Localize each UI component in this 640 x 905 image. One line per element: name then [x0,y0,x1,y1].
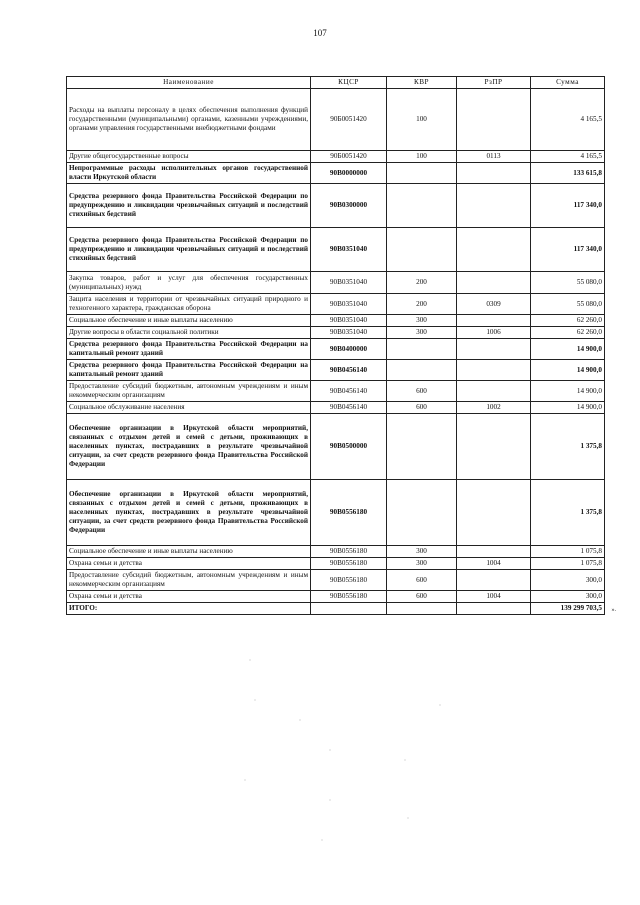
row-sum-cell: 1 375,8 [531,480,605,546]
row-rzpr-cell [457,570,531,591]
table-row [67,163,605,184]
row-sum-cell: 1 375,8 [531,414,605,480]
table-row [67,402,605,414]
row-code-cell: 90В0351040 [311,272,387,294]
row-sum-cell: 62 260,0 [531,327,605,339]
row-rzpr-cell [457,360,531,381]
total-note: ». [611,606,616,613]
total-label: ИТОГО: [67,603,311,615]
row-code-cell: 90В0556180 [311,546,387,558]
header-kcsr: КЦСР [311,77,387,89]
total-rzpr [457,603,531,615]
table-row [67,570,605,591]
row-code-cell: 90В0300000 [311,184,387,228]
row-kvr-cell [387,339,457,360]
row-sum-cell: 4 165,5 [531,89,605,151]
page-number: 107 [313,28,327,38]
total-row [67,603,605,615]
row-kvr-cell [387,184,457,228]
row-sum-cell: 14 900,0 [531,381,605,402]
row-kvr-cell [387,360,457,381]
row-code-cell: 90Б0051420 [311,89,387,151]
row-rzpr-cell: 1004 [457,591,531,603]
row-sum-cell: 14 900,0 [531,402,605,414]
row-rzpr-cell [457,272,531,294]
row-rzpr-cell [457,315,531,327]
table-row [67,381,605,402]
row-kvr-cell: 300 [387,546,457,558]
row-name-cell: Средства резервного фонда Правительства Российской Федерации на капитальный ремонт зданий [67,339,311,360]
row-code-cell: 90В0456140 [311,360,387,381]
row-code-cell: 90В0400000 [311,339,387,360]
row-rzpr-cell [457,480,531,546]
row-sum-cell: 4 165,5 [531,151,605,163]
row-code-cell: 90В0456140 [311,402,387,414]
row-sum-cell: 1 075,8 [531,558,605,570]
row-name-cell: Социальное обеспечение и иные выплаты населению [67,546,311,558]
row-kvr-cell: 600 [387,591,457,603]
row-rzpr-cell [457,184,531,228]
row-code-cell: 90В0556180 [311,480,387,546]
table-row [67,315,605,327]
table-row [67,558,605,570]
row-code-cell: 90В0000000 [311,163,387,184]
row-name-cell: Средства резервного фонда Правительства Российской Федерации на капитальный ремонт зданий [67,360,311,381]
row-kvr-cell: 100 [387,151,457,163]
table-row [67,184,605,228]
row-code-cell: 90В0351040 [311,315,387,327]
table-body [67,89,605,603]
table-row [67,480,605,546]
table-row [67,327,605,339]
row-kvr-cell: 600 [387,570,457,591]
row-rzpr-cell [457,89,531,151]
total-kvr [387,603,457,615]
row-kvr-cell: 300 [387,327,457,339]
row-rzpr-cell [457,228,531,272]
row-name-cell: Охрана семьи и детства [67,591,311,603]
row-code-cell: 90В0351040 [311,327,387,339]
row-name-cell: Непрограммные расходы исполнительных органов государственной власти Иркутской области [67,163,311,184]
row-name-cell: Предоставление субсидий бюджетным, автономным учреждениям и иным некоммерческим организациям [67,570,311,591]
total-sum: 139 299 703,5 [560,604,602,612]
row-kvr-cell: 100 [387,89,457,151]
row-rzpr-cell: 0309 [457,294,531,315]
row-code-cell: 90В0351040 [311,294,387,315]
row-name-cell: Охрана семьи и детства [67,558,311,570]
row-sum-cell: 300,0 [531,570,605,591]
row-code-cell: 90В0556180 [311,558,387,570]
row-name-cell: Другие общегосударственные вопросы [67,151,311,163]
row-kvr-cell: 200 [387,294,457,315]
row-kvr-cell: 300 [387,315,457,327]
row-kvr-cell: 600 [387,381,457,402]
row-name-cell: Социальное обслуживание населения [67,402,311,414]
total-kcsr [311,603,387,615]
budget-table [66,76,616,615]
header-kvr: КВР [387,77,457,89]
table-row [67,339,605,360]
row-name-cell: Средства резервного фонда Правительства Российской Федерации по предупреждению и ликвидации чрезвычайных ситуаций и последствий стихийных бедствий [67,228,311,272]
row-rzpr-cell: 1004 [457,558,531,570]
row-name-cell: Социальное обеспечение и иные выплаты населению [67,315,311,327]
row-code-cell: 90В0351040 [311,228,387,272]
table-row [67,294,605,315]
row-code-cell: 90В0556180 [311,591,387,603]
row-sum-cell: 133 615,8 [531,163,605,184]
header-sum: Сумма [531,77,605,89]
table-row [67,272,605,294]
table-row [67,151,605,163]
header-name: Наименование [67,77,311,89]
row-sum-cell: 1 075,8 [531,546,605,558]
row-rzpr-cell [457,414,531,480]
row-name-cell: Обеспечение организации в Иркутской области мероприятий, связанных с отдыхом детей и семей с детьми, проживающих в населенных пунктах, пострадавших в результате чрезвычайной ситуации, за счет средств резервного фонда Правительства Российской Федерации [67,414,311,480]
row-rzpr-cell: 1002 [457,402,531,414]
row-sum-cell: 55 080,0 [531,294,605,315]
row-kvr-cell: 200 [387,272,457,294]
total-sum-cell [531,603,616,615]
row-sum-cell: 14 900,0 [531,339,605,360]
row-rzpr-cell [457,163,531,184]
row-name-cell: Другие вопросы в области социальной политики [67,327,311,339]
row-name-cell: Обеспечение организации в Иркутской области мероприятий, связанных с отдыхом детей и семей с детьми, проживающих в населенных пунктах, пострадавших в результате чрезвычайной ситуации, за счет средств резервного фонда Правительства Российской Федерации [67,480,311,546]
row-kvr-cell: 300 [387,558,457,570]
row-kvr-cell [387,414,457,480]
table-row [67,228,605,272]
row-name-cell: Расходы на выплаты персоналу в целях обеспечения выполнения функций государственными (муниципальными) органами, казенными учреждениями, органами управления государственными внебюджетными фондами [67,89,311,151]
row-sum-cell: 55 080,0 [531,272,605,294]
row-kvr-cell: 600 [387,402,457,414]
row-sum-cell: 117 340,0 [531,184,605,228]
row-kvr-cell [387,228,457,272]
table-row [67,89,605,151]
row-name-cell: Средства резервного фонда Правительства Российской Федерации по предупреждению и ликвидации чрезвычайных ситуаций и последствий стихийных бедствий [67,184,311,228]
row-sum-cell: 14 900,0 [531,360,605,381]
row-rzpr-cell [457,381,531,402]
row-name-cell: Закупка товаров, работ и услуг для обеспечения государственных (муниципальных) нужд [67,272,311,294]
row-name-cell: Защита населения и территории от чрезвычайных ситуаций природного и техногенного характера, гражданская оборона [67,294,311,315]
row-code-cell: 90В0556180 [311,570,387,591]
row-code-cell: 90В0500000 [311,414,387,480]
row-kvr-cell [387,163,457,184]
table-row [67,360,605,381]
row-kvr-cell [387,480,457,546]
row-name-cell: Предоставление субсидий бюджетным, автономным учреждениям и иным некоммерческим организациям [67,381,311,402]
row-code-cell: 90В0456140 [311,381,387,402]
table-row [67,414,605,480]
row-sum-cell: 62 260,0 [531,315,605,327]
row-rzpr-cell: 1006 [457,327,531,339]
row-sum-cell: 300,0 [531,591,605,603]
row-rzpr-cell [457,339,531,360]
row-code-cell: 90Б0051420 [311,151,387,163]
table-row [67,546,605,558]
table-row [67,591,605,603]
row-sum-cell: 117 340,0 [531,228,605,272]
row-rzpr-cell [457,546,531,558]
header-rzpr: РзПР [457,77,531,89]
row-rzpr-cell: 0113 [457,151,531,163]
table-header-row [67,77,605,89]
